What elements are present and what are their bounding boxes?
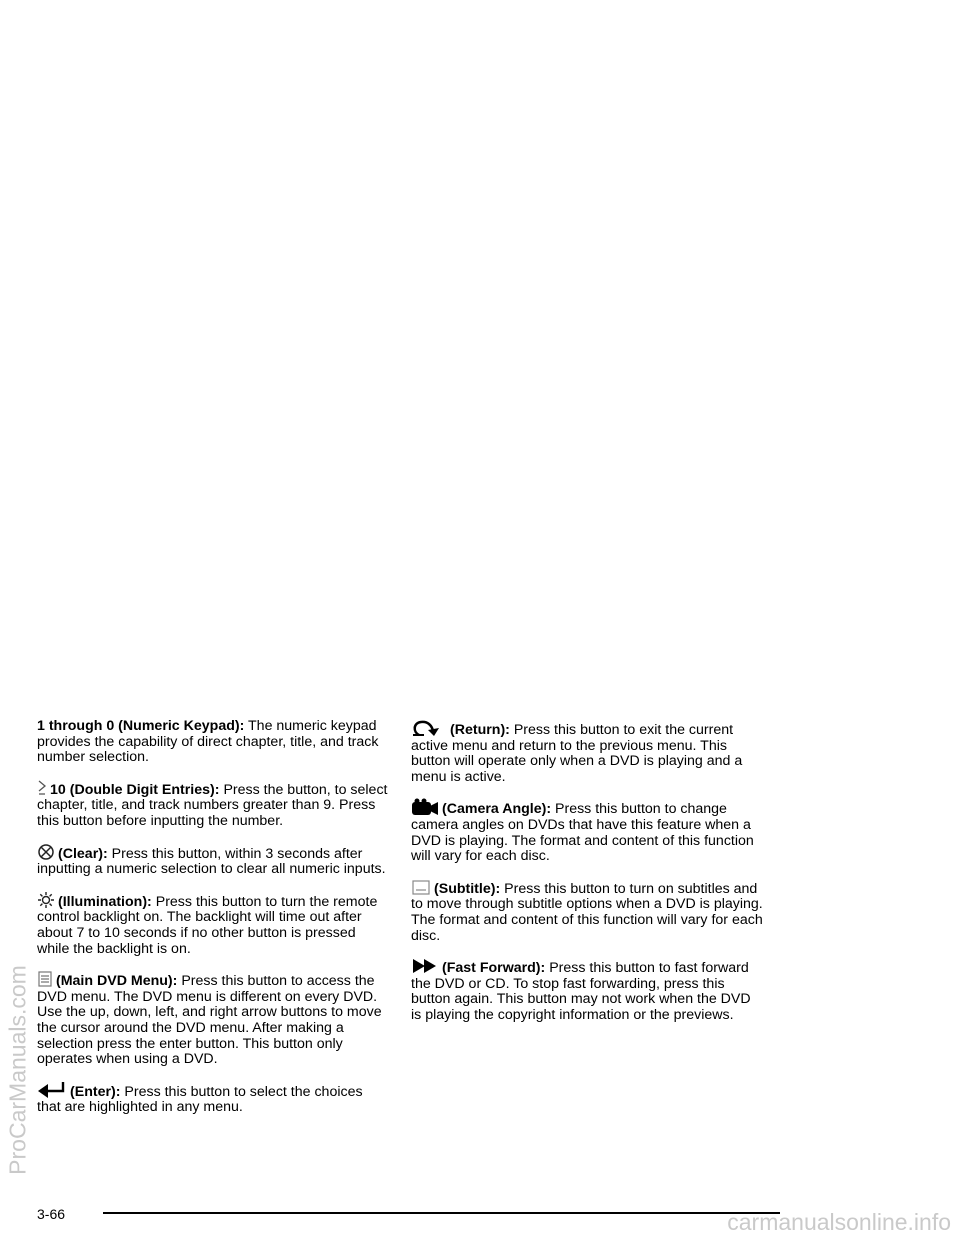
entry-text: Press this button to turn on subtitles and to move through subtitle options when a DVD is playing. The format and content of this function will vary for each disc. [411, 880, 763, 944]
entry-text: Press this button to exit the current active menu and return to the previous menu. This button will operate only when a DVD is playing and a menu is active. [411, 722, 743, 785]
entry-term: (Fast Forward): [442, 960, 546, 977]
entry-numeric-keypad [37, 719, 389, 766]
entry-text: Press this button to change camera angles on DVDs that have this feature when a DVD is playing. The format and content of this function will vary for each disc. [411, 801, 754, 865]
entry-clear [37, 843, 389, 878]
subtitle-icon [411, 878, 431, 896]
illumination-icon [37, 891, 55, 909]
entry-text: Press this button to turn the remote control backlight on. The backlight will time out after about 7 to 10 seconds if no other button is pressed while the backlight is on. [37, 893, 378, 957]
entry-subtitle [411, 878, 763, 944]
entry-term: 1 through 0 (Numeric Keypad): [37, 718, 245, 734]
entry-camera-angle [411, 798, 763, 864]
entry-text: Press this button to access the DVD menu. The DVD menu is different on every DVD. Use the up, down, left, and right arrow buttons to move the cursor around the DVD menu. After making a selection press the enter button. This button only operates when using a DVD. [37, 973, 382, 1068]
entry-term: (Enter): [70, 1083, 121, 1100]
clear-icon [37, 843, 55, 861]
entry-term: (Clear): [58, 845, 108, 862]
camera-icon [411, 798, 439, 816]
left-column [37, 719, 389, 1129]
page-number: 3-66 [37, 1206, 66, 1222]
watermark-side: ProCarManuals.com [4, 965, 31, 1175]
entry-double-digit [37, 779, 389, 830]
entry-fast-forward [411, 957, 763, 1023]
fast-forward-icon [411, 957, 439, 975]
entry-term: (Subtitle): [434, 880, 501, 897]
entry-text: The numeric keypad provides the capability of direct chapter, title, and track number selection. [37, 718, 379, 766]
double-digit-icon [37, 779, 47, 797]
entry-text: Press this button to fast forward the DVD or CD. To stop fast forwarding, press this button again. This button may not work when the DVD is playing the copyright information or the previews. [411, 960, 751, 1023]
enter-icon [37, 1081, 67, 1099]
entry-main-dvd-menu [37, 970, 389, 1068]
entry-term: (Illumination): [58, 893, 152, 910]
entry-enter [37, 1081, 389, 1116]
entry-text: Press this button, within 3 seconds after inputting a numeric selection to clear all numeric inputs. [37, 845, 386, 878]
entry-illumination [37, 891, 389, 957]
entry-term: 10 (Double Digit Entries): [50, 781, 220, 798]
entry-term: (Camera Angle): [442, 801, 552, 818]
main-menu-icon [37, 970, 53, 988]
entry-term: (Main DVD Menu): [56, 973, 178, 990]
watermark-bottom: carmanualsonline.info [727, 1209, 951, 1235]
entry-return [411, 719, 763, 785]
entry-text: Press this button to select the choices that are highlighted in any menu. [37, 1083, 363, 1116]
entry-term: (Return): [450, 722, 510, 738]
footer-rule [103, 1212, 780, 1214]
right-column [411, 719, 763, 1037]
return-icon [411, 719, 447, 737]
entry-text: Press the button, to select chapter, title, and track numbers greater than 9. Press this button before inputting the number. [37, 781, 388, 829]
